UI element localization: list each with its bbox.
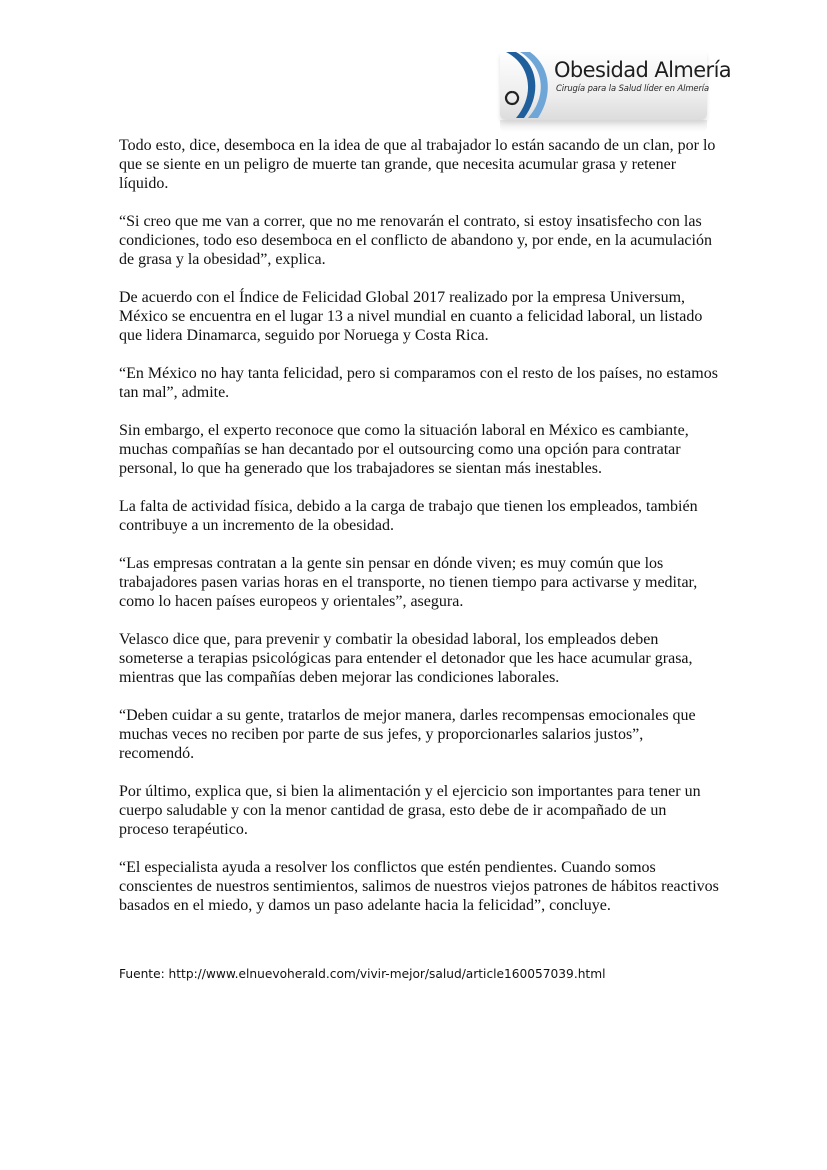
paragraph: “El especialista ayuda a resolver los conflictos que estén pendientes. Cuando somos conscientes de nuestros sentimientos, salimos de nuestros viejos patrones de hábitos reactivos basados en el miedo, y damos un paso adelante hacia la felicidad”, concluye. (119, 859, 719, 914)
paragraph: De acuerdo con el Índice de Felicidad Global 2017 realizado por la empresa Universum, México se encuentra en el lugar 13 a nivel mundial en cuanto a felicidad laboral, un listado que lidera Dinamarca, seguido por Noruega y Costa Rica. (119, 289, 703, 344)
paragraph: Todo esto, dice, desemboca en la idea de que al trabajador lo están sacando de un clan, por lo que se siente en un peligro de muerte tan grande, que necesita acumular grasa y retener líquido. (119, 137, 716, 192)
obesidad-almeria-logo (500, 50, 732, 120)
paragraph: “Deben cuidar a su gente, tratarlos de mejor manera, darles recompensas emocionales que muchas veces no reciben por parte de sus jefes, y proporcionarles salarios justos”, recomendó. (119, 707, 696, 762)
paragraph: Velasco dice que, para prevenir y combatir la obesidad laboral, los empleados deben someterse a terapias psicológicas para entender el detonador que les hace acumular grasa, mientras que las compañías deben mejorar las condiciones laborales. (119, 631, 693, 686)
article-body (119, 136, 719, 934)
logo-reflection (500, 120, 707, 132)
logo-subtitle: Cirugía para la Salud líder en Almería (556, 83, 710, 93)
paragraph: “Las empresas contratan a la gente sin pensar en dónde viven; es muy común que los trabajadores pasen varias horas en el transporte, no tienen tiempo para activarse y meditar, como lo hacen países europeos y orientales”, asegura. (119, 555, 698, 610)
source-citation: Fuente: http://www.elnuevoherald.com/vivir-mejor/salud/article160057039.html (119, 967, 606, 981)
logo-title: Obesidad Almería (554, 58, 732, 82)
paragraph: “Si creo que me van a correr, que no me renovarán el contrato, si estoy insatisfecho con las condiciones, todo eso desemboca en el conflicto de abandono y, por ende, en la acumulación de grasa y la obesidad”, explica. (119, 213, 712, 268)
paragraph: “En México no hay tanta felicidad, pero si comparamos con el resto de los países, no estamos tan mal”, admite. (119, 365, 718, 401)
paragraph: La falta de actividad física, debido a la carga de trabajo que tienen los empleados, también contribuye a un incremento de la obesidad. (119, 498, 698, 534)
paragraph: Por último, explica que, si bien la alimentación y el ejercicio son importantes para tener un cuerpo saludable y con la menor cantidad de grasa, esto debe de ir acompañado de un proceso terapéutico. (119, 783, 701, 838)
paragraph: Sin embargo, el experto reconoce que como la situación laboral en México es cambiante, muchas compañías se han decantado por el outsourcing como una opción para contratar personal, lo que ha generado que los trabajadores se sientan más inestables. (119, 422, 689, 477)
